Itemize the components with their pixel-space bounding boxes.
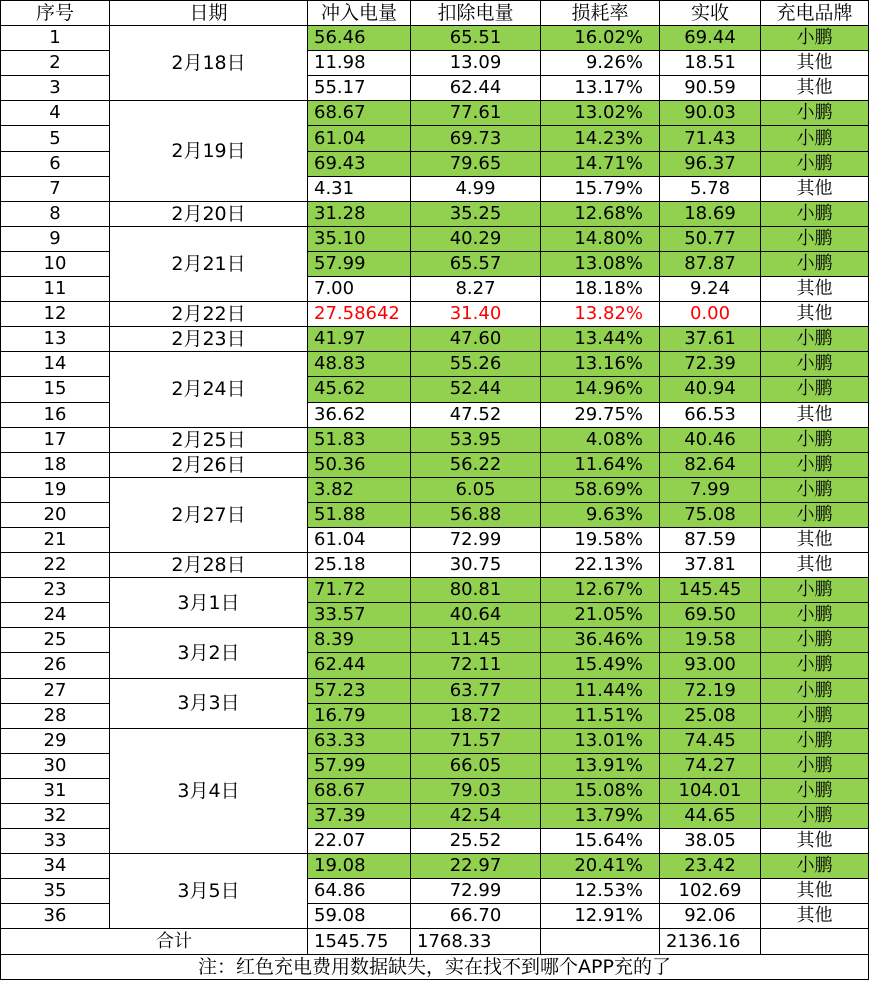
row-brand: 其他 bbox=[761, 402, 869, 427]
row-received: 40.94 bbox=[660, 377, 761, 402]
row-loss-rate: 13.91% bbox=[541, 753, 660, 778]
row-index: 6 bbox=[1, 151, 110, 176]
row-loss-rate: 15.49% bbox=[541, 653, 660, 678]
row-loss-rate: 15.64% bbox=[541, 829, 660, 854]
row-loss-rate: 15.79% bbox=[541, 176, 660, 201]
row-received: 69.50 bbox=[660, 603, 761, 628]
row-charged: 16.79 bbox=[308, 703, 411, 728]
row-index: 5 bbox=[1, 126, 110, 151]
row-received: 0.00 bbox=[660, 302, 761, 327]
row-received: 92.06 bbox=[660, 904, 761, 929]
table-row bbox=[1, 327, 869, 352]
row-deducted: 77.61 bbox=[411, 101, 541, 126]
row-loss-rate: 13.01% bbox=[541, 728, 660, 753]
row-loss-rate: 29.75% bbox=[541, 402, 660, 427]
row-deducted: 79.03 bbox=[411, 778, 541, 803]
row-loss-rate: 11.51% bbox=[541, 703, 660, 728]
row-deducted: 71.57 bbox=[411, 728, 541, 753]
row-index: 22 bbox=[1, 553, 110, 578]
row-deducted: 52.44 bbox=[411, 377, 541, 402]
table-row bbox=[1, 854, 869, 879]
row-charged: 57.99 bbox=[308, 753, 411, 778]
row-brand: 小鹏 bbox=[761, 126, 869, 151]
row-deducted: 65.57 bbox=[411, 251, 541, 276]
row-loss-rate: 4.08% bbox=[541, 427, 660, 452]
header-row bbox=[1, 1, 869, 26]
row-loss-rate: 13.79% bbox=[541, 804, 660, 829]
row-deducted: 79.65 bbox=[411, 151, 541, 176]
row-charged: 59.08 bbox=[308, 904, 411, 929]
row-received: 102.69 bbox=[660, 879, 761, 904]
row-deducted: 35.25 bbox=[411, 201, 541, 226]
row-brand: 小鹏 bbox=[761, 628, 869, 653]
row-date: 2月20日 bbox=[110, 201, 308, 226]
table-row bbox=[1, 678, 869, 703]
row-received: 90.03 bbox=[660, 101, 761, 126]
row-loss-rate: 58.69% bbox=[541, 477, 660, 502]
row-brand: 其他 bbox=[761, 302, 869, 327]
row-loss-rate: 14.23% bbox=[541, 126, 660, 151]
row-index: 33 bbox=[1, 829, 110, 854]
row-index: 4 bbox=[1, 101, 110, 126]
row-index: 24 bbox=[1, 603, 110, 628]
row-loss-rate: 13.44% bbox=[541, 327, 660, 352]
row-index: 20 bbox=[1, 502, 110, 527]
row-brand: 小鹏 bbox=[761, 502, 869, 527]
header-date: 日期 bbox=[110, 1, 308, 26]
row-loss-rate: 36.46% bbox=[541, 628, 660, 653]
row-index: 9 bbox=[1, 226, 110, 251]
totals-loss bbox=[541, 929, 660, 954]
row-index: 29 bbox=[1, 728, 110, 753]
row-brand: 其他 bbox=[761, 76, 869, 101]
row-received: 18.69 bbox=[660, 201, 761, 226]
totals-label: 合计 bbox=[1, 929, 308, 954]
row-charged: 56.46 bbox=[308, 26, 411, 51]
row-charged: 35.10 bbox=[308, 226, 411, 251]
row-index: 21 bbox=[1, 527, 110, 552]
footnote: 注：红色充电费用数据缺失，实在找不到哪个APP充的了 bbox=[1, 954, 869, 979]
row-brand: 小鹏 bbox=[761, 603, 869, 628]
row-deducted: 56.88 bbox=[411, 502, 541, 527]
row-index: 32 bbox=[1, 804, 110, 829]
header-index: 序号 bbox=[1, 1, 110, 26]
row-index: 18 bbox=[1, 452, 110, 477]
row-loss-rate: 11.44% bbox=[541, 678, 660, 703]
totals-charged: 1545.75 bbox=[308, 929, 411, 954]
row-charged: 62.44 bbox=[308, 653, 411, 678]
row-date: 3月1日 bbox=[110, 578, 308, 628]
row-charged: 3.82 bbox=[308, 477, 411, 502]
row-index: 14 bbox=[1, 352, 110, 377]
table-row bbox=[1, 477, 869, 502]
row-received: 87.59 bbox=[660, 527, 761, 552]
row-date: 2月19日 bbox=[110, 101, 308, 201]
row-date: 2月18日 bbox=[110, 26, 308, 101]
row-index: 13 bbox=[1, 327, 110, 352]
row-received: 145.45 bbox=[660, 578, 761, 603]
row-charged: 25.18 bbox=[308, 553, 411, 578]
row-received: 25.08 bbox=[660, 703, 761, 728]
row-loss-rate: 21.05% bbox=[541, 603, 660, 628]
row-brand: 其他 bbox=[761, 176, 869, 201]
row-deducted: 13.09 bbox=[411, 51, 541, 76]
header-deducted: 扣除电量 bbox=[411, 1, 541, 26]
row-received: 18.51 bbox=[660, 51, 761, 76]
row-deducted: 63.77 bbox=[411, 678, 541, 703]
row-index: 1 bbox=[1, 26, 110, 51]
row-date: 2月23日 bbox=[110, 327, 308, 352]
row-received: 19.58 bbox=[660, 628, 761, 653]
row-charged: 36.62 bbox=[308, 402, 411, 427]
row-received: 23.42 bbox=[660, 854, 761, 879]
row-charged: 68.67 bbox=[308, 778, 411, 803]
row-date: 3月3日 bbox=[110, 678, 308, 728]
row-brand: 小鹏 bbox=[761, 653, 869, 678]
row-brand: 小鹏 bbox=[761, 151, 869, 176]
row-loss-rate: 20.41% bbox=[541, 854, 660, 879]
row-deducted: 69.73 bbox=[411, 126, 541, 151]
row-loss-rate: 19.58% bbox=[541, 527, 660, 552]
table-row bbox=[1, 452, 869, 477]
row-received: 72.39 bbox=[660, 352, 761, 377]
row-loss-rate: 13.08% bbox=[541, 251, 660, 276]
row-index: 16 bbox=[1, 402, 110, 427]
row-loss-rate: 14.80% bbox=[541, 226, 660, 251]
row-charged: 55.17 bbox=[308, 76, 411, 101]
row-received: 74.27 bbox=[660, 753, 761, 778]
row-deducted: 53.95 bbox=[411, 427, 541, 452]
table-row bbox=[1, 728, 869, 753]
row-index: 26 bbox=[1, 653, 110, 678]
row-brand: 小鹏 bbox=[761, 251, 869, 276]
row-deducted: 40.29 bbox=[411, 226, 541, 251]
row-index: 3 bbox=[1, 76, 110, 101]
row-brand: 小鹏 bbox=[761, 201, 869, 226]
row-received: 9.24 bbox=[660, 277, 761, 302]
row-charged: 50.36 bbox=[308, 452, 411, 477]
row-received: 40.46 bbox=[660, 427, 761, 452]
row-brand: 小鹏 bbox=[761, 854, 869, 879]
row-deducted: 80.81 bbox=[411, 578, 541, 603]
row-deducted: 25.52 bbox=[411, 829, 541, 854]
row-deducted: 72.11 bbox=[411, 653, 541, 678]
table-row bbox=[1, 553, 869, 578]
row-index: 15 bbox=[1, 377, 110, 402]
row-received: 37.61 bbox=[660, 327, 761, 352]
table-row bbox=[1, 226, 869, 251]
row-loss-rate: 13.17% bbox=[541, 76, 660, 101]
row-brand: 小鹏 bbox=[761, 26, 869, 51]
row-charged: 19.08 bbox=[308, 854, 411, 879]
row-brand: 其他 bbox=[761, 51, 869, 76]
table-row bbox=[1, 427, 869, 452]
row-charged: 45.62 bbox=[308, 377, 411, 402]
row-received: 37.81 bbox=[660, 553, 761, 578]
header-loss-rate: 损耗率 bbox=[541, 1, 660, 26]
row-loss-rate: 9.63% bbox=[541, 502, 660, 527]
row-loss-rate: 14.71% bbox=[541, 151, 660, 176]
row-charged: 71.72 bbox=[308, 578, 411, 603]
table-row bbox=[1, 352, 869, 377]
row-brand: 其他 bbox=[761, 879, 869, 904]
row-brand: 小鹏 bbox=[761, 753, 869, 778]
row-deducted: 11.45 bbox=[411, 628, 541, 653]
row-deducted: 6.05 bbox=[411, 477, 541, 502]
row-deducted: 8.27 bbox=[411, 277, 541, 302]
row-charged: 57.23 bbox=[308, 678, 411, 703]
row-brand: 小鹏 bbox=[761, 427, 869, 452]
row-deducted: 31.40 bbox=[411, 302, 541, 327]
row-date: 3月2日 bbox=[110, 628, 308, 678]
row-received: 93.00 bbox=[660, 653, 761, 678]
table-body bbox=[1, 26, 869, 929]
row-deducted: 72.99 bbox=[411, 527, 541, 552]
row-brand: 其他 bbox=[761, 277, 869, 302]
row-charged: 69.43 bbox=[308, 151, 411, 176]
row-loss-rate: 16.02% bbox=[541, 26, 660, 51]
row-date: 3月5日 bbox=[110, 854, 308, 929]
row-charged: 4.31 bbox=[308, 176, 411, 201]
row-received: 90.59 bbox=[660, 76, 761, 101]
row-loss-rate: 13.16% bbox=[541, 352, 660, 377]
row-deducted: 4.99 bbox=[411, 176, 541, 201]
table-row bbox=[1, 201, 869, 226]
row-brand: 小鹏 bbox=[761, 703, 869, 728]
row-deducted: 56.22 bbox=[411, 452, 541, 477]
row-charged: 11.98 bbox=[308, 51, 411, 76]
note-row bbox=[1, 954, 869, 979]
row-date: 2月28日 bbox=[110, 553, 308, 578]
row-index: 25 bbox=[1, 628, 110, 653]
row-brand: 小鹏 bbox=[761, 452, 869, 477]
row-date: 2月26日 bbox=[110, 452, 308, 477]
row-index: 35 bbox=[1, 879, 110, 904]
row-charged: 63.33 bbox=[308, 728, 411, 753]
row-index: 8 bbox=[1, 201, 110, 226]
row-deducted: 22.97 bbox=[411, 854, 541, 879]
row-charged: 57.99 bbox=[308, 251, 411, 276]
row-charged: 61.04 bbox=[308, 126, 411, 151]
totals-brand bbox=[761, 929, 869, 954]
row-received: 38.05 bbox=[660, 829, 761, 854]
row-deducted: 62.44 bbox=[411, 76, 541, 101]
row-charged: 37.39 bbox=[308, 804, 411, 829]
row-index: 27 bbox=[1, 678, 110, 703]
header-received: 实收 bbox=[660, 1, 761, 26]
row-brand: 小鹏 bbox=[761, 352, 869, 377]
totals-deducted: 1768.33 bbox=[411, 929, 541, 954]
row-received: 69.44 bbox=[660, 26, 761, 51]
row-brand: 小鹏 bbox=[761, 377, 869, 402]
row-date: 2月21日 bbox=[110, 226, 308, 301]
row-date: 2月22日 bbox=[110, 302, 308, 327]
row-loss-rate: 18.18% bbox=[541, 277, 660, 302]
row-deducted: 40.64 bbox=[411, 603, 541, 628]
row-loss-rate: 12.91% bbox=[541, 904, 660, 929]
row-received: 87.87 bbox=[660, 251, 761, 276]
row-charged: 27.58642 bbox=[308, 302, 411, 327]
row-deducted: 18.72 bbox=[411, 703, 541, 728]
row-charged: 68.67 bbox=[308, 101, 411, 126]
row-deducted: 55.26 bbox=[411, 352, 541, 377]
row-received: 104.01 bbox=[660, 778, 761, 803]
row-received: 72.19 bbox=[660, 678, 761, 703]
row-index: 2 bbox=[1, 51, 110, 76]
row-deducted: 30.75 bbox=[411, 553, 541, 578]
row-deducted: 66.70 bbox=[411, 904, 541, 929]
row-deducted: 47.52 bbox=[411, 402, 541, 427]
row-index: 34 bbox=[1, 854, 110, 879]
row-brand: 小鹏 bbox=[761, 578, 869, 603]
row-charged: 48.83 bbox=[308, 352, 411, 377]
row-received: 96.37 bbox=[660, 151, 761, 176]
row-index: 11 bbox=[1, 277, 110, 302]
row-charged: 31.28 bbox=[308, 201, 411, 226]
row-charged: 51.88 bbox=[308, 502, 411, 527]
row-loss-rate: 12.68% bbox=[541, 201, 660, 226]
row-brand: 其他 bbox=[761, 829, 869, 854]
row-index: 36 bbox=[1, 904, 110, 929]
totals-row bbox=[1, 929, 869, 954]
row-charged: 8.39 bbox=[308, 628, 411, 653]
row-loss-rate: 13.82% bbox=[541, 302, 660, 327]
row-index: 30 bbox=[1, 753, 110, 778]
row-index: 23 bbox=[1, 578, 110, 603]
row-loss-rate: 14.96% bbox=[541, 377, 660, 402]
row-brand: 小鹏 bbox=[761, 728, 869, 753]
row-brand: 小鹏 bbox=[761, 678, 869, 703]
row-deducted: 65.51 bbox=[411, 26, 541, 51]
row-brand: 其他 bbox=[761, 527, 869, 552]
row-charged: 64.86 bbox=[308, 879, 411, 904]
row-brand: 小鹏 bbox=[761, 101, 869, 126]
row-index: 7 bbox=[1, 176, 110, 201]
row-date: 3月4日 bbox=[110, 728, 308, 853]
row-received: 50.77 bbox=[660, 226, 761, 251]
row-charged: 22.07 bbox=[308, 829, 411, 854]
header-charged: 冲入电量 bbox=[308, 1, 411, 26]
row-index: 10 bbox=[1, 251, 110, 276]
row-deducted: 72.99 bbox=[411, 879, 541, 904]
row-received: 5.78 bbox=[660, 176, 761, 201]
row-received: 66.53 bbox=[660, 402, 761, 427]
row-received: 74.45 bbox=[660, 728, 761, 753]
row-received: 82.64 bbox=[660, 452, 761, 477]
row-charged: 41.97 bbox=[308, 327, 411, 352]
row-received: 71.43 bbox=[660, 126, 761, 151]
row-brand: 小鹏 bbox=[761, 226, 869, 251]
row-loss-rate: 12.67% bbox=[541, 578, 660, 603]
row-charged: 7.00 bbox=[308, 277, 411, 302]
header-brand: 充电品牌 bbox=[761, 1, 869, 26]
table-row bbox=[1, 302, 869, 327]
row-index: 19 bbox=[1, 477, 110, 502]
row-loss-rate: 13.02% bbox=[541, 101, 660, 126]
row-charged: 51.83 bbox=[308, 427, 411, 452]
table-row bbox=[1, 101, 869, 126]
row-loss-rate: 12.53% bbox=[541, 879, 660, 904]
row-index: 28 bbox=[1, 703, 110, 728]
row-deducted: 47.60 bbox=[411, 327, 541, 352]
row-received: 75.08 bbox=[660, 502, 761, 527]
totals-received: 2136.16 bbox=[660, 929, 761, 954]
row-brand: 小鹏 bbox=[761, 778, 869, 803]
row-date: 2月24日 bbox=[110, 352, 308, 427]
row-brand: 其他 bbox=[761, 904, 869, 929]
row-loss-rate: 11.64% bbox=[541, 452, 660, 477]
table-row bbox=[1, 578, 869, 603]
row-received: 7.99 bbox=[660, 477, 761, 502]
row-charged: 33.57 bbox=[308, 603, 411, 628]
row-date: 2月27日 bbox=[110, 477, 308, 552]
row-loss-rate: 9.26% bbox=[541, 51, 660, 76]
row-loss-rate: 22.13% bbox=[541, 553, 660, 578]
row-deducted: 66.05 bbox=[411, 753, 541, 778]
row-index: 31 bbox=[1, 778, 110, 803]
row-received: 44.65 bbox=[660, 804, 761, 829]
row-brand: 小鹏 bbox=[761, 327, 869, 352]
row-brand: 小鹏 bbox=[761, 804, 869, 829]
row-index: 12 bbox=[1, 302, 110, 327]
row-brand: 小鹏 bbox=[761, 477, 869, 502]
table-row bbox=[1, 26, 869, 51]
row-charged: 61.04 bbox=[308, 527, 411, 552]
row-brand: 其他 bbox=[761, 553, 869, 578]
row-loss-rate: 15.08% bbox=[541, 778, 660, 803]
row-deducted: 42.54 bbox=[411, 804, 541, 829]
row-index: 17 bbox=[1, 427, 110, 452]
table-row bbox=[1, 628, 869, 653]
row-date: 2月25日 bbox=[110, 427, 308, 452]
